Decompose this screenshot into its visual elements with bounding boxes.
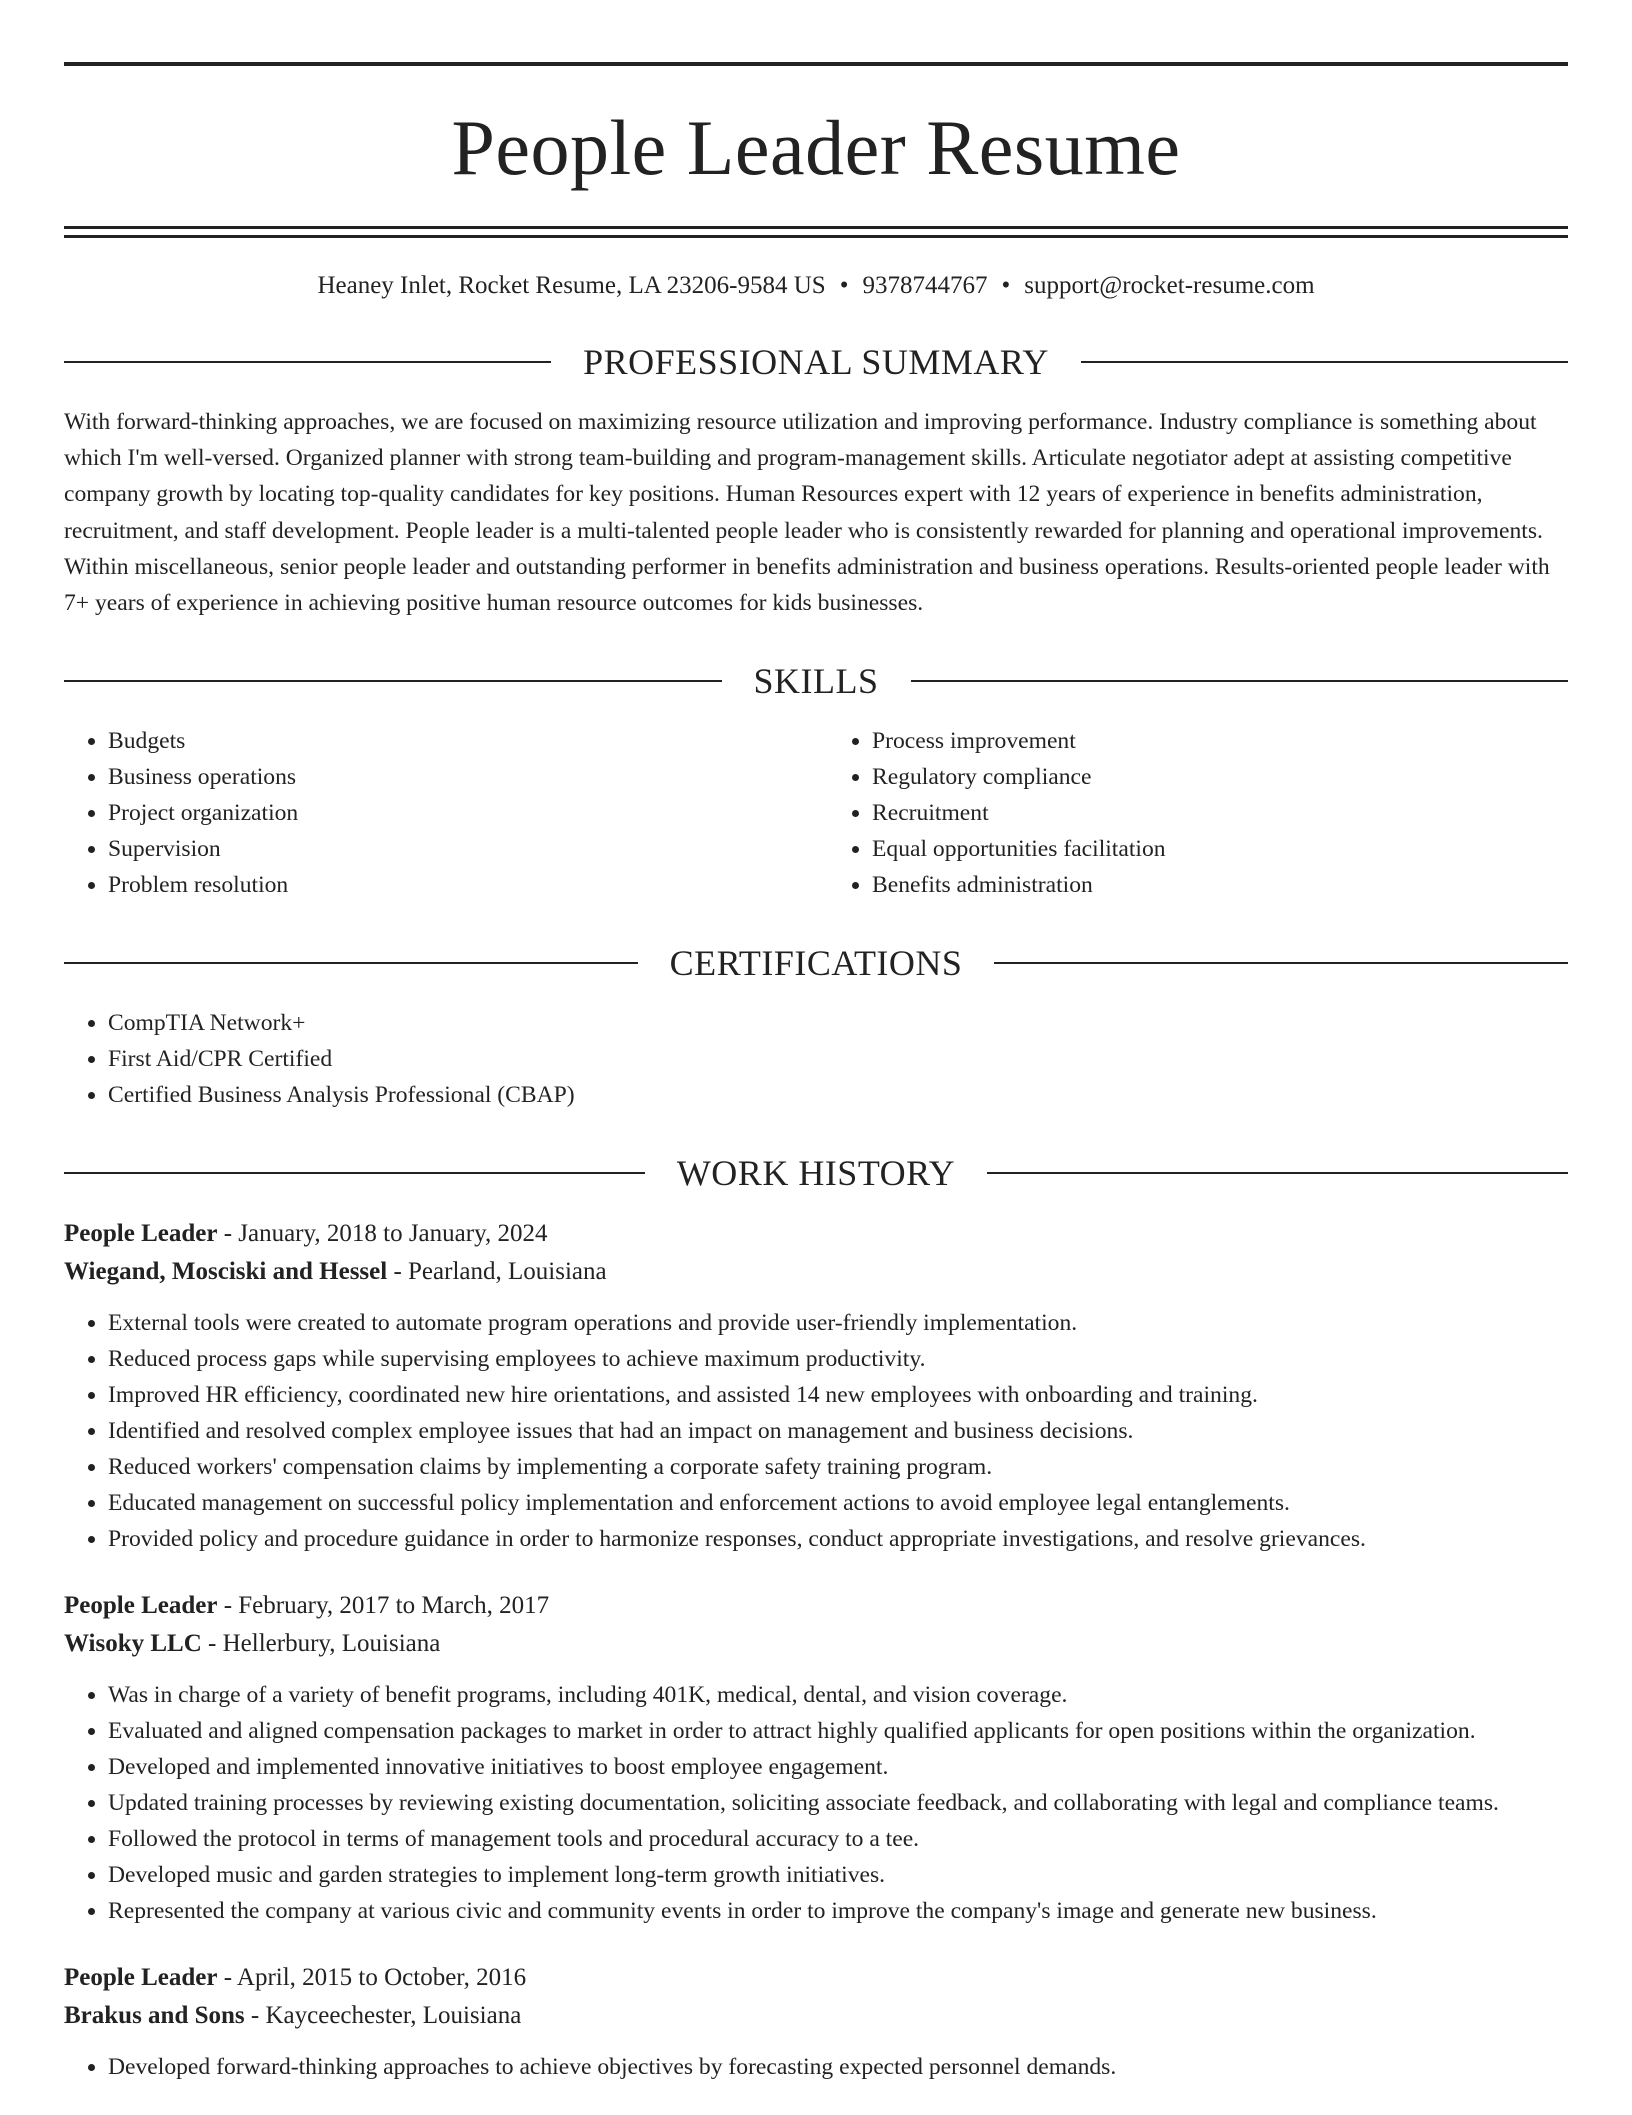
- job-title: People Leader: [64, 1964, 218, 1992]
- job-title: People Leader: [64, 1592, 218, 1620]
- skill-item: • Budgets: [108, 723, 816, 759]
- job-dates: - April, 2015 to October, 2016: [217, 1964, 527, 1992]
- page-title: People Leader Resume: [451, 104, 1181, 191]
- job-bullet: • Was in charge of a variety of benefit programs, including 401K, medical, dental, and vision coverage.: [108, 1677, 1568, 1713]
- certification-item: • First Aid/CPR Certified: [108, 1041, 1568, 1077]
- contact-address: Heaney Inlet, Rocket Resume, LA 23206-9584 US: [317, 272, 826, 299]
- heading-rule: [64, 680, 722, 682]
- job-bullet: • Improved HR efficiency, coordinated new hire orientations, and assisted 14 new employees with onboarding and training.: [108, 1377, 1568, 1413]
- job-dates: - January, 2018 to January, 2024: [217, 1220, 548, 1248]
- summary-heading-label: PROFESSIONAL SUMMARY: [583, 342, 1049, 382]
- job-location: - Kayceechester, Louisiana: [244, 2002, 522, 2030]
- job-company-line: [64, 1253, 1568, 1291]
- job-company: Brakus and Sons: [64, 2002, 245, 2030]
- heading-rule: [64, 1172, 645, 1174]
- skill-item: • Supervision: [108, 831, 816, 867]
- job-bullets: [64, 2049, 1568, 2085]
- job-bullet: • Developed forward-thinking approaches to achieve objectives by forecasting expected personnel demands.: [108, 2049, 1568, 2085]
- skills-column-right: [816, 723, 1568, 903]
- job-company-line: [64, 1625, 1568, 1663]
- job-entry: [64, 1959, 1568, 2085]
- job-bullet: • Reduced workers' compensation claims by implementing a corporate safety training program.: [108, 1449, 1568, 1485]
- contact-separator: •: [1001, 272, 1011, 299]
- job-bullets: [64, 1305, 1568, 1557]
- contact-line: [64, 270, 1568, 302]
- job-bullet: • Educated management on successful policy implementation and enforcement actions to avoid employee legal entanglements.: [108, 1485, 1568, 1521]
- certifications-heading-label: CERTIFICATIONS: [669, 943, 963, 984]
- work-history-heading: [64, 1153, 1568, 1193]
- heading-rule: [987, 1172, 1568, 1174]
- contact-email: support@rocket-resume.com: [1024, 272, 1315, 299]
- job-entry: [64, 1587, 1568, 1929]
- skill-item: • Business operations: [108, 759, 816, 795]
- job-title: People Leader: [64, 1220, 218, 1248]
- heading-rule: [64, 962, 638, 964]
- job-bullets: [64, 1677, 1568, 1929]
- skills-column-left: [64, 723, 816, 903]
- job-bullet: • Followed the protocol in terms of management tools and procedural accuracy to a tee.: [108, 1821, 1568, 1857]
- job-bullet: • Developed and implemented innovative initiatives to boost employee engagement.: [108, 1749, 1568, 1785]
- skill-item: • Problem resolution: [108, 867, 816, 903]
- certifications-heading: [64, 943, 1568, 983]
- job-location: - Hellerbury, Louisiana: [201, 1630, 441, 1658]
- skills-heading-label: SKILLS: [753, 661, 879, 702]
- heading-rule: [994, 962, 1568, 964]
- heading-rule: [64, 361, 551, 363]
- work-history-heading-label: WORK HISTORY: [676, 1153, 956, 1194]
- job-bullet: • Identified and resolved complex employee issues that had an impact on management and business decisions.: [108, 1413, 1568, 1449]
- job-bullet: • Developed music and garden strategies to implement long-term growth initiatives.: [108, 1857, 1568, 1893]
- job-dates: - February, 2017 to March, 2017: [217, 1592, 550, 1620]
- contact-phone: 9378744767: [862, 272, 988, 299]
- job-bullet: • Represented the company at various civic and community events in order to improve the company's image and generate new business.: [108, 1893, 1568, 1929]
- summary-heading: [64, 342, 1568, 382]
- job-bullet: • External tools were created to automate program operations and provide user-friendly implementation.: [108, 1305, 1568, 1341]
- contact-separator: •: [839, 272, 849, 299]
- top-rule: [64, 62, 1568, 66]
- heading-rule: [1081, 361, 1568, 363]
- skills-list: [64, 723, 1568, 903]
- resume-page: [64, 62, 1568, 2115]
- skill-item: • Project organization: [108, 795, 816, 831]
- job-title-line: [64, 1587, 1568, 1625]
- skills-heading: [64, 661, 1568, 701]
- certification-item: • CompTIA Network+: [108, 1005, 1568, 1041]
- skill-item: • Recruitment: [872, 795, 1568, 831]
- job-company-line: [64, 1997, 1568, 2035]
- job-bullet: • Evaluated and aligned compensation packages to market in order to attract highly qualified applicants for open positions within the organization.: [108, 1713, 1568, 1749]
- certifications-list: [64, 1005, 1568, 1113]
- title-double-rule: [64, 226, 1568, 238]
- job-entry: [64, 1215, 1568, 1557]
- job-bullet: • Updated training processes by reviewing existing documentation, soliciting associate feedback, and collaborating with legal and compliance teams.: [108, 1785, 1568, 1821]
- skill-item: • Process improvement: [872, 723, 1568, 759]
- job-company: Wiegand, Mosciski and Hessel: [64, 1258, 388, 1286]
- skill-item: • Benefits administration: [872, 867, 1568, 903]
- certification-item: • Certified Business Analysis Professional (CBAP): [108, 1077, 1568, 1113]
- skill-item: • Regulatory compliance: [872, 759, 1568, 795]
- job-location: - Pearland, Louisiana: [387, 1258, 607, 1286]
- job-bullet: • Provided policy and procedure guidance in order to harmonize responses, conduct appropriate investigations, and resolve grievances.: [108, 1521, 1568, 1557]
- job-bullet: • Reduced process gaps while supervising employees to achieve maximum productivity.: [108, 1341, 1568, 1377]
- job-title-line: [64, 1959, 1568, 1997]
- job-title-line: [64, 1215, 1568, 1253]
- heading-rule: [911, 680, 1569, 682]
- skill-item: • Equal opportunities facilitation: [872, 831, 1568, 867]
- job-company: Wisoky LLC: [64, 1630, 202, 1658]
- summary-text: With forward-thinking approaches, we are focused on maximizing resource utilization and improving performance. Industry compliance is something about which I'm well-versed. Organized planner with strong team-building and program-management skills. Articulate negotiator adept at assisting competitive company growth by locating top-quality candidates for key positions. Human Resources expert with 12 years of experience in benefits administration, recruitment, and staff development. People leader is a multi-talented people leader who is consistently rewarded for planning and operational improvements. Within miscellaneous, senior people leader and outstanding performer in benefits administration and business operations. Results-oriented people leader with 7+ years of experience in achieving positive human resource outcomes for kids businesses.: [64, 409, 1550, 617]
